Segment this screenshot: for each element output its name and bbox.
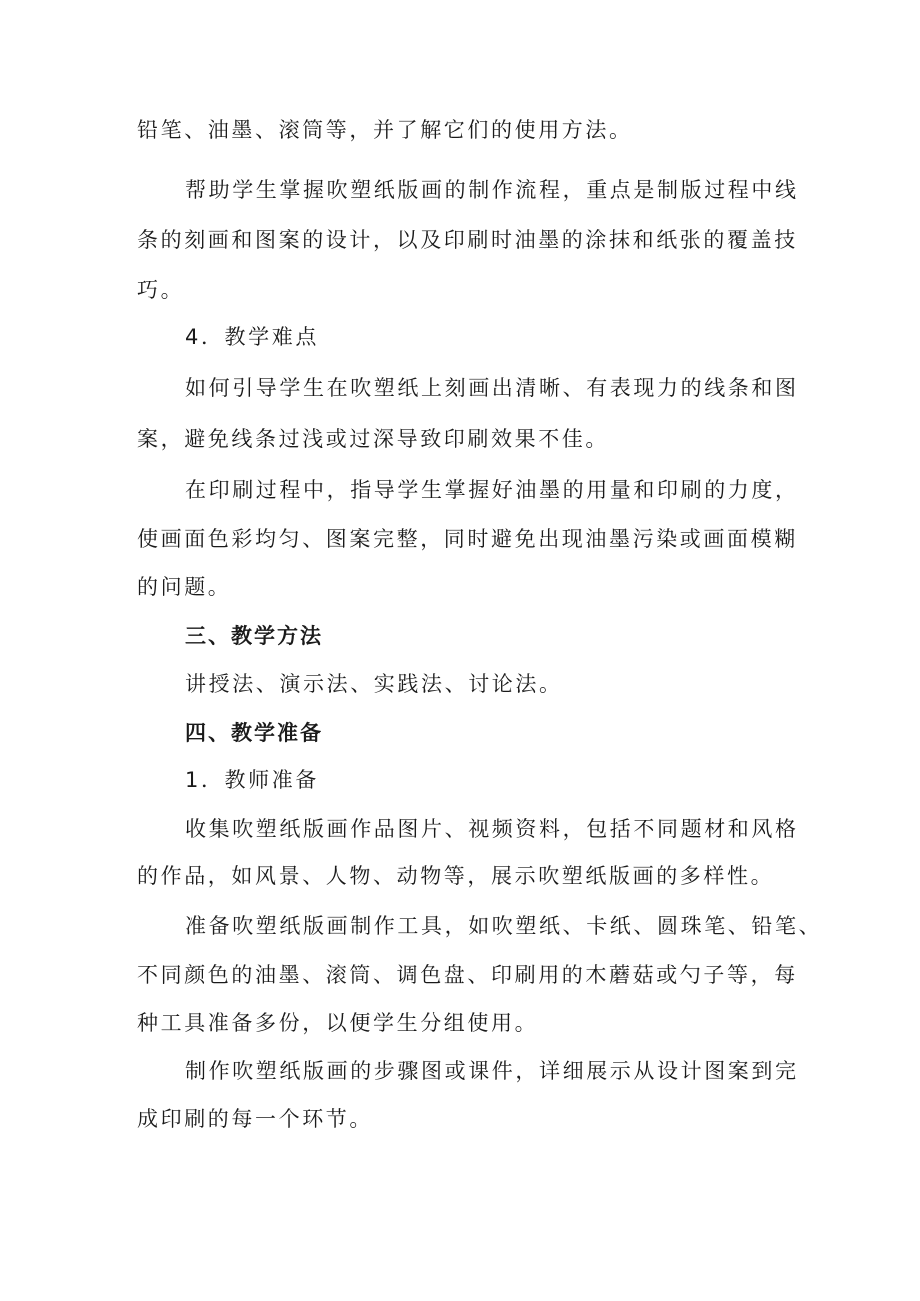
paragraph-line: 案，避免线条过浅或过深导致印刷效果不佳。 bbox=[137, 427, 609, 451]
paragraph-line: 不同颜色的油墨、滚筒、调色盘、印刷用的木蘑菇或勺子等，每 bbox=[137, 963, 798, 987]
paragraph-line: 收集吹塑纸版画作品图片、视频资料，包括不同题材和风格 bbox=[185, 817, 799, 841]
paragraph-line: 帮助学生掌握吹塑纸版画的制作流程，重点是制版过程中线 bbox=[185, 178, 799, 202]
paragraph-line: 巧。 bbox=[137, 278, 185, 302]
paragraph-line: 制作吹塑纸版画的步骤图或课件，详细展示从设计图案到完 bbox=[185, 1059, 799, 1083]
section-heading-teaching-preparation: 四、教学准备 bbox=[185, 721, 323, 745]
paragraph-line: 成印刷的每一个环节。 bbox=[137, 1107, 373, 1131]
paragraph-line: 讲授法、演示法、实践法、讨论法。 bbox=[185, 672, 563, 696]
subheading-teacher-preparation: 1．教师准备 bbox=[185, 768, 319, 792]
paragraph-line: 使画面色彩均匀、图案完整，同时避免出现油墨污染或画面模糊 bbox=[137, 527, 798, 551]
paragraph-line: 的作品，如风景、人物、动物等，展示吹塑纸版画的多样性。 bbox=[137, 864, 775, 888]
paragraph-line: 条的刻画和图案的设计，以及印刷时油墨的涂抹和纸张的覆盖技 bbox=[137, 228, 798, 252]
paragraph-line: 在印刷过程中，指导学生掌握好油墨的用量和印刷的力度， bbox=[185, 478, 799, 502]
paragraph-line: 种工具准备多份，以便学生分组使用。 bbox=[137, 1011, 539, 1035]
section-heading-teaching-methods: 三、教学方法 bbox=[185, 624, 323, 648]
subheading-teaching-difficulty: 4．教学难点 bbox=[185, 325, 319, 349]
paragraph-line: 的问题。 bbox=[137, 575, 232, 599]
paragraph-line: 如何引导学生在吹塑纸上刻画出清晰、有表现力的线条和图 bbox=[185, 376, 799, 400]
paragraph-continuation-line: 铅笔、油墨、滚筒等，并了解它们的使用方法。 bbox=[137, 118, 633, 142]
paragraph-line: 准备吹塑纸版画制作工具，如吹塑纸、卡纸、圆珠笔、铅笔、 bbox=[185, 914, 823, 938]
